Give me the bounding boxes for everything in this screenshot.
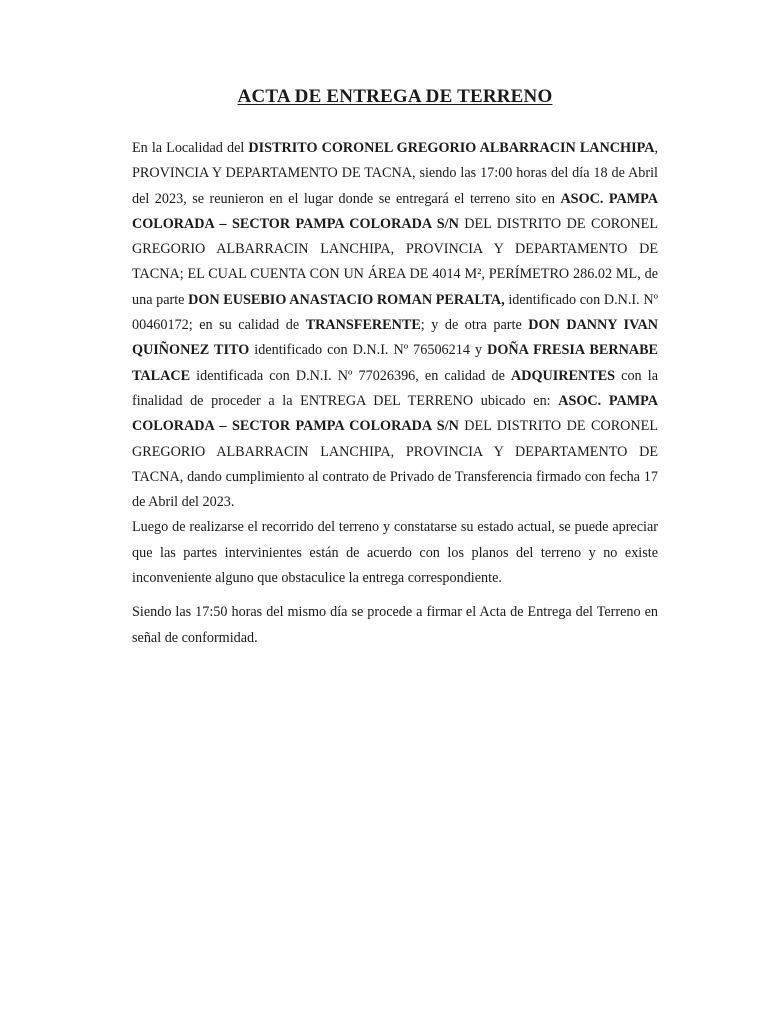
bold-text-segment: ASOC. PAMPA COLORADA – SECTOR PAMPA COLORADA S/N	[132, 190, 658, 232]
bold-text-segment: DON EUSEBIO ANASTACIO ROMAN PERALTA,	[188, 291, 505, 308]
text-segment: identificada con D.N.I. Nº 77026396, en calidad de	[190, 367, 511, 384]
text-segment: , PROVINCIA Y DEPARTAMENTO DE TACNA, siendo las 17:00 horas del día 18 de Abril del 2023, se reunieron en el lugar donde se entregará el terreno sito en	[132, 140, 658, 207]
bold-text-segment: DON DANNY IVAN QUIÑONEZ TITO	[132, 317, 658, 359]
paragraph-signing: Siendo las 17:50 horas del mismo día se procede a firmar el Acta de Entrega del Terreno en señal de conformidad.	[132, 604, 658, 646]
bold-text-segment: DISTRITO CORONEL GREGORIO ALBARRACIN LANCHIPA	[248, 140, 655, 156]
text-segment: ; y de otra parte	[420, 317, 529, 334]
text-segment: DEL DISTRITO DE CORONEL GREGORIO ALBARRACIN LANCHIPA, PROVINCIA Y DEPARTAMENTO DE TACNA, dando cumplimiento al contrato de Privado de Transferencia firmado con fecha 17 de Abril del 2023.	[132, 418, 658, 511]
paragraph-inspection: Luego de realizarse el recorrido del terreno y constatarse su estado actual, se puede apreciar que las partes intervinientes están de acuerdo con los planos del terreno y no existe inconveniente alguno que obstaculice la entrega correspondiente.	[132, 519, 658, 587]
text-segment: identificado con D.N.I. Nº 00460172; en su calidad de	[132, 291, 658, 334]
text-segment: DEL DISTRITO DE CORONEL GREGORIO ALBARRACIN LANCHIPA, PROVINCIA Y DEPARTAMENTO DE TACNA; EL CUAL CUENTA CON UN ÁREA DE 4014 M², PERÍMETRO 286.02 ML, de una parte	[132, 215, 658, 308]
bold-text-segment: TRANSFERENTE	[305, 317, 421, 334]
bold-text-segment: ADQUIRENTES	[510, 367, 616, 384]
document-title: ACTA DE ENTREGA DE TERRENO	[237, 86, 553, 107]
paragraph-main	[132, 136, 658, 515]
bold-text-segment: DOÑA FRESIA BERNABE TALACE	[132, 342, 658, 384]
text-segment: identificado con D.N.I. Nº 76506214 y	[249, 342, 488, 359]
text-segment: En la Localidad del	[132, 140, 249, 156]
document-page	[132, 86, 658, 651]
text-segment: con la finalidad de proceder a la ENTREGA DEL TERRENO ubicado en:	[132, 367, 658, 409]
bold-text-segment: ASOC. PAMPA COLORADA – SECTOR PAMPA COLORADA S/N	[132, 392, 658, 435]
